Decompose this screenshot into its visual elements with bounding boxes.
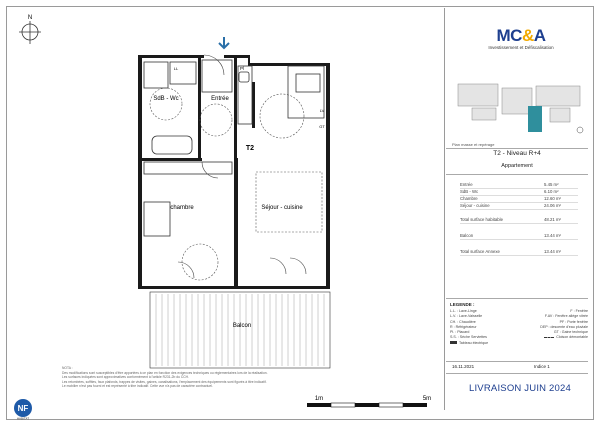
disclaimer-line: Les surfaces indiquées sont approximatives conformément à l'article R231-2b du CCH.: [62, 375, 189, 380]
legend-item: CH. : Chaudière: [450, 319, 476, 324]
apartment-label: T2: [245, 145, 255, 152]
legend-item: PF : Porte fenêtre: [559, 319, 588, 324]
delivery-date: LIVRAISON JUIN 2024: [468, 383, 571, 394]
compass-icon: [16, 12, 44, 46]
svg-text:NF: NF: [17, 404, 29, 413]
divider: [446, 361, 588, 362]
divider: [446, 373, 588, 374]
surface-row: Séjour - cuisine 24.06 m²: [460, 203, 578, 210]
logo-wordmark: MC&A: [496, 26, 546, 45]
room-label-balcon: Balcon: [232, 323, 252, 329]
legend-item: DEP : descente d'eau pluviale: [540, 324, 588, 329]
key-plan-caption: Plan masse et repérage: [452, 142, 495, 147]
legend-item: Cloison démontable: [519, 335, 588, 340]
disclaimer-line: Des modifications sont susceptibles d'être apportées à ce plan en fonction des exigences techniques ou réglementaires lors de la réalisation.: [62, 370, 268, 375]
nf-habitat-logo: [10, 398, 36, 420]
key-plan-map: [452, 78, 588, 142]
divider: [446, 298, 588, 299]
divider: [446, 148, 588, 149]
scale-label-5m: 5m: [422, 396, 432, 402]
key-plan-highlight: [528, 106, 542, 132]
disclaimer-line: NOTA :: [62, 366, 73, 370]
room-label-sejour: Séjour - cuisine: [261, 205, 303, 211]
annex-row: Balcon 13.44 m²: [460, 233, 578, 240]
total-habitable-row: Total surface habitable 48.21 m²: [460, 217, 578, 224]
legend-item: F.AV : Fenêtre allège vitrée: [544, 314, 588, 319]
disclaimer: [62, 366, 312, 389]
legend-item: Tableau électrique: [450, 341, 519, 346]
surface-row: Entrée 5.45 m²: [460, 182, 578, 189]
entrance-arrow-icon: [217, 36, 231, 50]
plan-subtitle: Appartement: [501, 163, 533, 169]
legend-item: F : Fenêtre: [570, 309, 588, 313]
annex-table: [460, 233, 578, 240]
disclaimer-line: Le mobilier n'est pas fourni et est représenté à titre indicatif. Cette vue n'a pas de caractère contractuel.: [62, 384, 213, 389]
scale-label-1m: 1m: [314, 396, 324, 402]
key-plan-compass-icon: [577, 127, 583, 133]
revision-date: 16.11.2021: [452, 364, 475, 369]
room-label-pl: Pl: [239, 66, 245, 71]
panel-icon: [450, 341, 457, 344]
plan-title: T2 - Niveau R+4: [493, 150, 541, 157]
floor-plan: [130, 52, 340, 370]
legend: [450, 302, 588, 360]
legend-item: S.S. : Sèche Serviettes: [450, 335, 487, 340]
surfaces-table: [460, 182, 578, 210]
surface-row: Chambre 12.60 m²: [460, 196, 578, 203]
legend-left-column: [450, 309, 519, 346]
room-label-chambre: chambre: [170, 205, 194, 211]
removable-partition-icon: [544, 337, 554, 338]
legend-right-column: [519, 309, 588, 346]
svg-text:HABITAT: HABITAT: [16, 416, 30, 420]
logo-tagline: Investissement et Défiscalisation: [488, 45, 554, 50]
room-label-gt: GT: [319, 124, 325, 129]
scale-bar: [305, 394, 437, 410]
room-label-ll: LL: [173, 66, 179, 71]
compass-north-label: N: [27, 15, 33, 21]
disclaimer-line: Les retombées, soffites, faux plafonds, trappes de visites, gaines, canalisations, l'emplacement des équipements sont figurés à titre indicatif.: [62, 379, 267, 384]
revision-indice: Indice 1: [534, 364, 550, 369]
total-annexe-row: Total surface Annexe 13.44 m²: [460, 249, 578, 256]
legend-item: Pl. : Placard: [450, 330, 470, 335]
room-label-sdb-wc: SdB - Wc: [153, 96, 179, 102]
legend-item: L.V. : Lave-Vaisselle: [450, 314, 483, 319]
divider: [446, 174, 588, 175]
legend-title: LEGENDE :: [450, 302, 475, 307]
room-label-lv: LV: [319, 108, 325, 113]
legend-item: L.L. : Lave-Linge: [450, 309, 477, 313]
legend-item: R : Réfrigérateur: [450, 324, 477, 329]
room-label-entree: Entrée: [211, 96, 229, 102]
surface-row: SdB - Wc 6.10 m²: [460, 189, 578, 196]
legend-item: GT : Gaine technique: [553, 330, 588, 335]
brand-logo: [476, 26, 566, 66]
